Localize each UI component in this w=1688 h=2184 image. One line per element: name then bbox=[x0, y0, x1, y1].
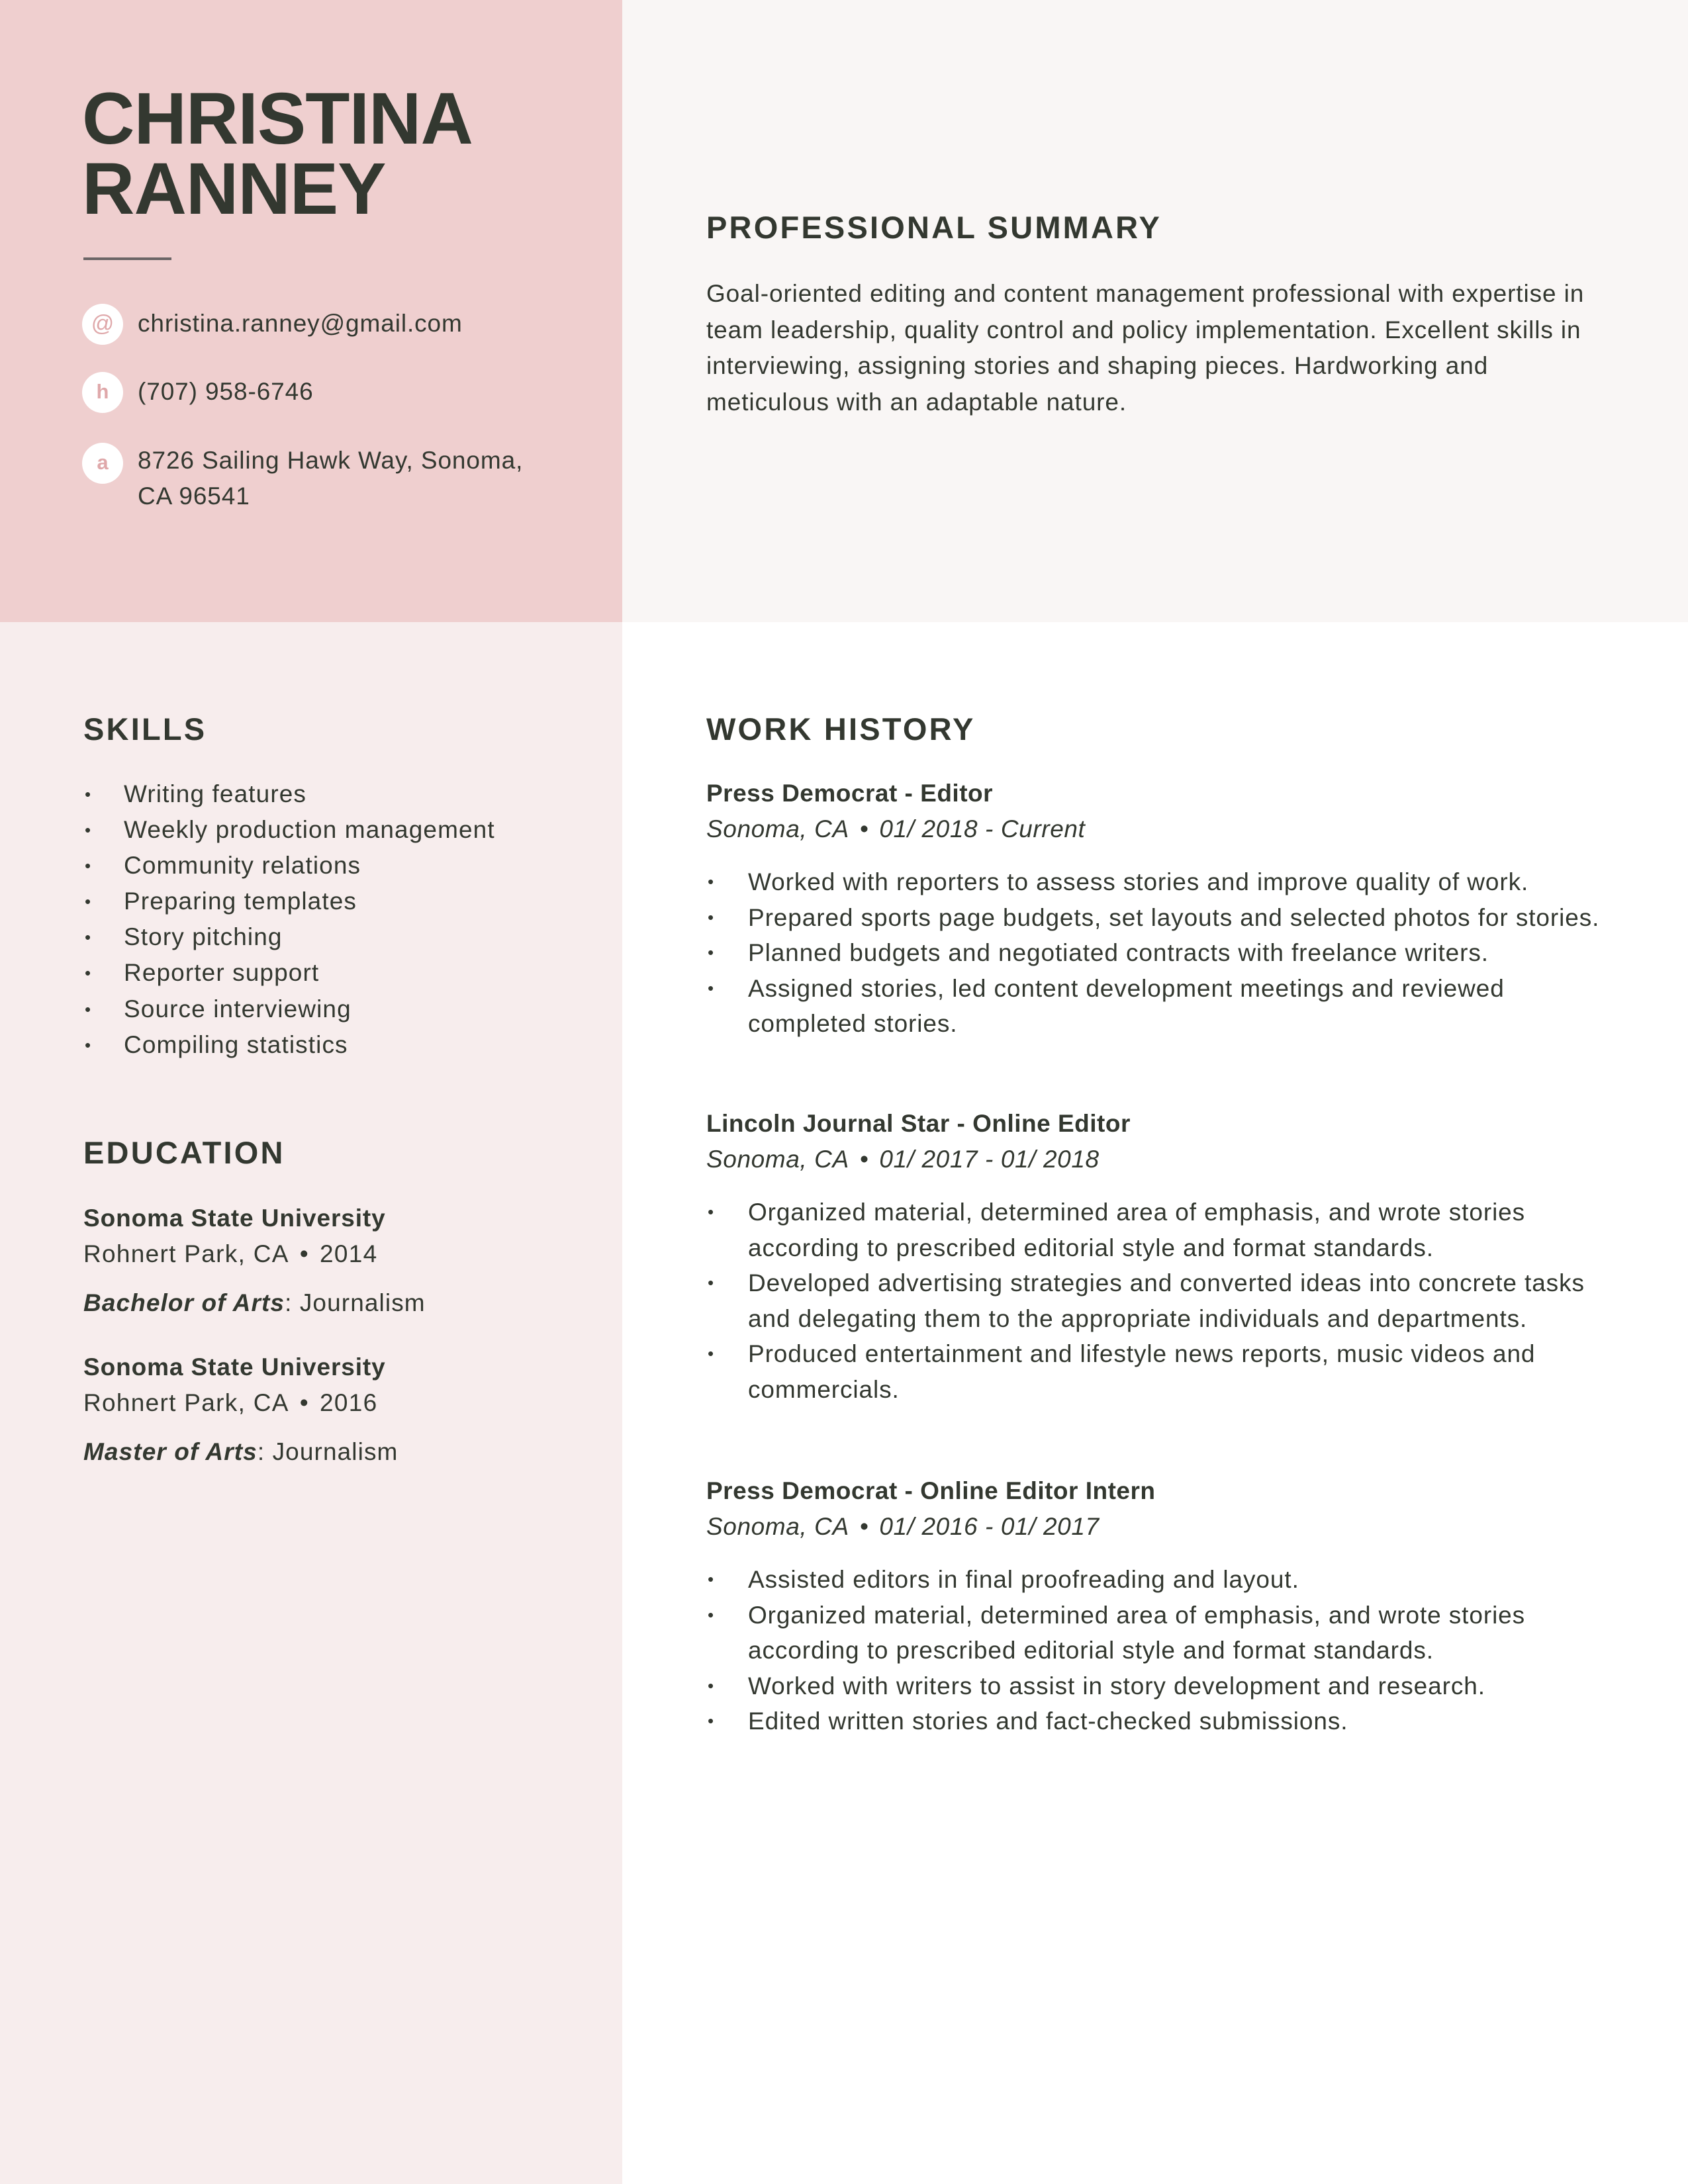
bullet-icon: • bbox=[708, 1343, 715, 1364]
job-bullet bbox=[706, 1336, 1620, 1407]
skill-label: Story pitching bbox=[124, 923, 283, 951]
job-title: Press Democrat - Editor bbox=[706, 780, 994, 807]
bullet-text: Organized material, determined area of emphasis, and wrote stories according to prescribed editorial style and format standards. bbox=[748, 1199, 1526, 1261]
bullet-icon: • bbox=[85, 891, 92, 912]
skill-item bbox=[83, 991, 600, 1027]
bullet-icon: • bbox=[85, 927, 92, 948]
job-bullet bbox=[706, 1668, 1620, 1704]
job-dates: 01/ 2017 - 01/ 2018 bbox=[879, 1146, 1100, 1173]
degree-name: Bachelor of Arts bbox=[83, 1289, 285, 1316]
school-year: 2016 bbox=[320, 1389, 378, 1416]
job-dates: 01/ 2016 - 01/ 2017 bbox=[879, 1513, 1100, 1540]
job-title: Press Democrat - Online Editor Intern bbox=[706, 1477, 1156, 1504]
work-history-heading: WORK HISTORY bbox=[706, 711, 976, 747]
skill-label: Source interviewing bbox=[124, 995, 352, 1023]
bullet-text: Worked with writers to assist in story development and research. bbox=[748, 1672, 1485, 1700]
first-name: CHRISTINA bbox=[82, 78, 473, 159]
bullet-icon: • bbox=[708, 1711, 715, 1731]
school-location: Rohnert Park, CA bbox=[83, 1240, 289, 1267]
job-entry bbox=[706, 776, 1620, 1042]
job-bullet bbox=[706, 935, 1620, 971]
job-dates: 01/ 2018 - Current bbox=[879, 815, 1086, 842]
job-bullets bbox=[706, 1562, 1620, 1739]
skill-item bbox=[83, 955, 600, 991]
bullet-icon: • bbox=[85, 963, 92, 983]
separator: • bbox=[299, 1389, 310, 1416]
job-entry bbox=[706, 1473, 1620, 1739]
school-year: 2014 bbox=[320, 1240, 378, 1267]
email-text[interactable]: christina.ranney@gmail.com bbox=[138, 310, 463, 337]
degree bbox=[83, 1285, 600, 1321]
job-bullet bbox=[706, 1562, 1620, 1598]
skill-item bbox=[83, 848, 600, 884]
phone-icon: h bbox=[82, 372, 123, 413]
bullet-icon: • bbox=[708, 1569, 715, 1589]
job-title: Lincoln Journal Star - Online Editor bbox=[706, 1110, 1131, 1137]
bullet-icon: • bbox=[708, 907, 715, 927]
bullet-icon: • bbox=[708, 978, 715, 998]
job-bullet bbox=[706, 864, 1620, 900]
job-bullet bbox=[706, 1704, 1620, 1739]
separator: • bbox=[299, 1240, 310, 1267]
job-meta bbox=[706, 1142, 1620, 1177]
skill-item bbox=[83, 812, 600, 848]
bullet-icon: • bbox=[708, 872, 715, 891]
address-line-2: CA 96541 bbox=[138, 482, 250, 510]
bullet-text: Edited written stories and fact-checked submissions. bbox=[748, 1707, 1348, 1735]
job-bullets bbox=[706, 864, 1620, 1042]
phone-text: (707) 958-6746 bbox=[138, 378, 314, 405]
job-bullet bbox=[706, 1195, 1620, 1265]
job-bullet bbox=[706, 971, 1620, 1042]
job-bullet bbox=[706, 900, 1620, 936]
bullet-icon: • bbox=[85, 856, 92, 876]
separator: • bbox=[859, 815, 869, 842]
skill-item bbox=[83, 776, 600, 812]
bullet-text: Planned budgets and negotiated contracts with freelance writers. bbox=[748, 939, 1489, 967]
education-entry bbox=[83, 1201, 600, 1321]
skill-label: Writing features bbox=[124, 780, 307, 807]
education-entry bbox=[83, 1349, 600, 1470]
skill-label: Community relations bbox=[124, 852, 361, 880]
school-location: Rohnert Park, CA bbox=[83, 1389, 289, 1416]
bullet-text: Assigned stories, led content development meetings and reviewed completed stories. bbox=[748, 974, 1505, 1038]
school-name: Sonoma State University bbox=[83, 1353, 386, 1381]
bullet-icon: • bbox=[708, 1675, 715, 1696]
degree-field: : Journalism bbox=[257, 1438, 399, 1465]
bullet-icon: • bbox=[85, 1034, 92, 1055]
candidate-name bbox=[82, 78, 598, 230]
address-icon: a bbox=[82, 443, 123, 484]
skill-item bbox=[83, 884, 600, 919]
bullet-icon: • bbox=[708, 942, 715, 963]
job-bullets bbox=[706, 1195, 1620, 1408]
name-divider bbox=[83, 257, 171, 260]
address-line-1: 8726 Sailing Hawk Way, Sonoma, bbox=[138, 447, 524, 474]
bullet-text: Worked with reporters to assess stories and improve quality of work. bbox=[748, 868, 1529, 895]
summary-heading: PROFESSIONAL SUMMARY bbox=[706, 210, 1162, 245]
last-name: RANNEY bbox=[82, 148, 386, 230]
skill-label: Weekly production management bbox=[124, 816, 495, 844]
bullet-text: Developed advertising strategies and converted ideas into concrete tasks and delegating them to the appropriate individuals and departments. bbox=[748, 1269, 1585, 1332]
bullet-text: Produced entertainment and lifestyle news reports, music videos and commercials. bbox=[748, 1340, 1536, 1403]
job-bullet bbox=[706, 1265, 1620, 1336]
bullet-icon: • bbox=[708, 1273, 715, 1293]
bullet-icon: • bbox=[85, 999, 92, 1019]
job-location: Sonoma, CA bbox=[706, 1146, 849, 1173]
bullet-text: Organized material, determined area of emphasis, and wrote stories according to prescribed editorial style and format standards. bbox=[748, 1601, 1526, 1664]
address-text bbox=[138, 443, 601, 514]
job-bullet bbox=[706, 1598, 1620, 1668]
school-name: Sonoma State University bbox=[83, 1205, 386, 1232]
email-icon: @ bbox=[82, 304, 123, 345]
skill-label: Preparing templates bbox=[124, 887, 357, 915]
degree-field: : Journalism bbox=[285, 1289, 426, 1316]
summary-text: Goal-oriented editing and content management professional with expertise in team leadership, quality control and policy implementation. Excellent skills in interviewing, assigning stories and shaping pieces. Hardworking and meticulous with an adaptable nature. bbox=[706, 280, 1585, 416]
bullet-icon: • bbox=[85, 784, 92, 804]
skills-heading: SKILLS bbox=[83, 711, 207, 747]
job-location: Sonoma, CA bbox=[706, 815, 849, 842]
school-location-year bbox=[83, 1236, 600, 1272]
bullet-icon: • bbox=[85, 820, 92, 841]
skill-label: Compiling statistics bbox=[124, 1030, 348, 1058]
job-location: Sonoma, CA bbox=[706, 1513, 849, 1540]
school-location-year bbox=[83, 1385, 600, 1421]
separator: • bbox=[859, 1513, 869, 1540]
skills-list bbox=[83, 776, 600, 1063]
skill-label: Reporter support bbox=[124, 959, 320, 987]
bullet-icon: • bbox=[708, 1202, 715, 1222]
skill-item bbox=[83, 919, 600, 955]
job-meta bbox=[706, 811, 1620, 847]
job-meta bbox=[706, 1509, 1620, 1545]
bullet-icon: • bbox=[708, 1604, 715, 1625]
degree bbox=[83, 1434, 600, 1470]
separator: • bbox=[859, 1146, 869, 1173]
education-heading: EDUCATION bbox=[83, 1135, 285, 1170]
job-entry bbox=[706, 1106, 1620, 1408]
degree-name: Master of Arts bbox=[83, 1438, 258, 1465]
bullet-text: Prepared sports page budgets, set layouts and selected photos for stories. bbox=[748, 903, 1600, 931]
bullet-text: Assisted editors in final proofreading and layout. bbox=[748, 1566, 1299, 1593]
skill-item bbox=[83, 1027, 600, 1063]
